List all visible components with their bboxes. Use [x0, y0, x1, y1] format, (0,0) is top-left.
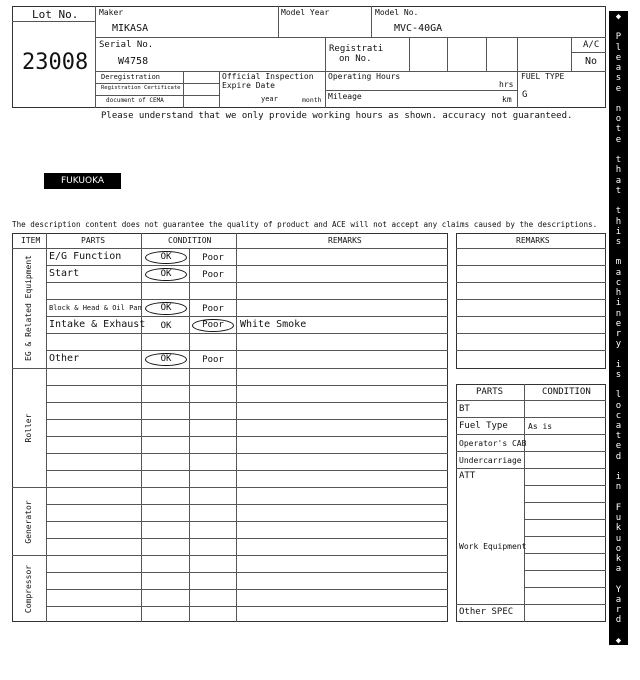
sidebar-char: r	[615, 605, 622, 616]
parts-row-divider	[456, 434, 606, 435]
condition-row-divider	[524, 502, 606, 503]
sidebar-char: m	[615, 257, 622, 268]
month-label: month	[302, 96, 322, 104]
table-row-divider	[46, 606, 448, 607]
lot-number: 23008	[22, 50, 89, 75]
section-generator: Generator	[24, 500, 33, 544]
disclaimer-text: The description content does not guarantee the quality of product and ACE will not accept any claims caused by the descriptions.	[12, 220, 598, 229]
sidebar-char: a	[615, 421, 622, 432]
sidebar-char: h	[615, 165, 622, 176]
item-header: ITEM	[21, 236, 41, 245]
att-label: ATT	[459, 471, 476, 481]
model-no-label: Model No.	[375, 8, 419, 17]
table-row-divider	[46, 419, 448, 420]
sidebar-char: o	[615, 400, 622, 411]
sidebar-char	[609, 350, 628, 359]
sidebar-char	[609, 95, 628, 104]
sidebar-char: t	[615, 206, 622, 217]
sidebar-char: c	[615, 277, 622, 288]
maker-value: MIKASA	[112, 23, 149, 34]
lot-label: Lot No.	[32, 8, 79, 21]
table-row-divider	[46, 453, 448, 454]
table-row-divider	[46, 333, 448, 334]
serial-label: Serial No.	[99, 40, 154, 50]
sidebar-char: P	[615, 32, 622, 43]
sidebar-char: u	[615, 513, 622, 524]
part-intake-exhaust: Intake & Exhaust	[49, 319, 146, 330]
right-remarks-table	[456, 233, 606, 369]
sidebar-char: t	[615, 124, 622, 135]
section-eg: EG & Related Equipment	[24, 255, 33, 361]
sidebar-char: i	[615, 359, 622, 370]
ok-circle-start: OK	[145, 268, 187, 281]
table-row-divider	[46, 521, 448, 522]
condition-header: CONDITION	[168, 236, 212, 245]
sidebar-char: l	[615, 42, 622, 53]
location-badge: FUKUOKA	[44, 173, 121, 189]
table-row-divider	[46, 299, 448, 300]
sidebar-char: a	[615, 267, 622, 278]
poor-other: Poor	[202, 355, 224, 365]
sidebar-char: o	[615, 114, 622, 125]
table-row-divider	[46, 470, 448, 471]
main-table	[12, 233, 448, 622]
table-row-divider	[46, 265, 448, 266]
table-row-divider	[46, 282, 448, 283]
sidebar-char	[609, 197, 628, 206]
sidebar-char: t	[615, 185, 622, 196]
condition-row-divider	[524, 536, 606, 537]
part-start: Start	[49, 268, 80, 279]
fuel-type-label: FUEL TYPE	[521, 72, 565, 81]
sidebar-char: a	[615, 63, 622, 74]
sidebar-char: h	[615, 288, 622, 299]
sidebar-char	[609, 463, 628, 472]
sidebar-char: o	[615, 543, 622, 554]
condition-row-divider	[524, 604, 606, 605]
mileage-label: Mileage	[328, 92, 362, 101]
ac-value: No	[585, 56, 598, 67]
condition-row-divider	[524, 519, 606, 520]
sidebar-char: l	[615, 390, 622, 401]
other-spec-label: Other SPEC	[459, 607, 514, 617]
maker-label: Maker	[99, 8, 124, 17]
sidebar-char: e	[615, 441, 622, 452]
cema-label: document of CEMA	[106, 97, 164, 104]
sidebar-char	[609, 627, 628, 636]
ok-intake-exhaust: OK	[160, 321, 172, 331]
sidebar-char: u	[615, 533, 622, 544]
km-label: km	[502, 95, 512, 104]
parts-row-divider	[456, 604, 524, 605]
parts-row-divider	[456, 417, 606, 418]
condition-header-right: CONDITION	[542, 387, 591, 397]
table-row-divider	[46, 316, 448, 317]
condition-row-divider	[524, 553, 606, 554]
sidebar-char	[609, 248, 628, 257]
model-no-value: MVC-40GA	[394, 23, 443, 34]
sidebar-char: ◆	[615, 12, 622, 22]
condition-row-divider	[524, 570, 606, 571]
table-row-divider	[46, 436, 448, 437]
poor-circle-intake-exhaust: Poor	[192, 319, 234, 332]
sidebar-char: y	[615, 339, 622, 350]
sidebar-char: e	[615, 83, 622, 94]
sidebar-char: n	[615, 308, 622, 319]
remarks-row-divider	[456, 282, 606, 283]
fuel-type-label-right: Fuel Type	[459, 421, 508, 431]
fuel-type-value: G	[522, 90, 528, 100]
sidebar-char: s	[615, 236, 622, 247]
parts-row-divider	[456, 468, 606, 469]
table-row-divider	[46, 402, 448, 403]
inspection-label-1: Official Inspection	[222, 72, 314, 81]
part-eg-function: E/G Function	[49, 251, 122, 262]
location-notice-sidebar	[609, 11, 628, 645]
sidebar-char	[609, 575, 628, 584]
sidebar-char: n	[615, 104, 622, 115]
remarks-header: REMARKS	[328, 236, 362, 245]
work-equipment-label: Work Equipment	[459, 542, 527, 551]
sidebar-char: e	[615, 52, 622, 63]
remark-intake-exhaust: White Smoke	[240, 319, 307, 330]
notice-text: Please understand that we only provide working hours as shown. accuracy not guaranteed.	[101, 111, 573, 121]
sidebar-char	[609, 23, 628, 32]
condition-row-divider	[524, 485, 606, 486]
condition-row-divider	[524, 587, 606, 588]
registration-label-1: Registrati	[329, 44, 384, 54]
serial-value: W4758	[118, 56, 149, 67]
sidebar-char: d	[615, 615, 622, 626]
sidebar-char: t	[615, 155, 622, 166]
sidebar-char: k	[615, 553, 622, 564]
sidebar-char: e	[615, 318, 622, 329]
sidebar-char	[609, 146, 628, 155]
remarks-row-divider	[456, 316, 606, 317]
sidebar-char: h	[615, 216, 622, 227]
remarks-row-divider	[456, 350, 606, 351]
sidebar-char	[609, 494, 628, 503]
sidebar-char: d	[615, 451, 622, 462]
table-row-divider	[46, 589, 448, 590]
remarks-row-divider	[456, 299, 606, 300]
sidebar-char: a	[615, 564, 622, 575]
sidebar-char: Y	[615, 584, 622, 595]
right-remarks-header: REMARKS	[516, 236, 550, 245]
parts-header-right: PARTS	[476, 387, 504, 397]
sidebar-char: r	[615, 329, 622, 339]
ok-circle-other: OK	[145, 353, 187, 366]
bt-label: BT	[459, 404, 470, 414]
sidebar-char: ◆	[615, 635, 622, 646]
sidebar-char: a	[615, 175, 622, 186]
sidebar-char	[609, 381, 628, 390]
registration-cert-label: Registration Certificate	[101, 85, 181, 91]
ac-label: A/C	[583, 40, 600, 50]
ok-circle-block-head: OK	[145, 302, 187, 315]
year-label: year	[261, 95, 278, 103]
poor-eg-function: Poor	[202, 253, 224, 263]
table-row-divider	[46, 538, 448, 539]
model-year-label: Model Year	[281, 8, 330, 17]
ok-circle-eg-function: OK	[145, 251, 187, 264]
operators-cab-label: Operator's CAB	[459, 439, 527, 448]
sidebar-char: s	[615, 73, 622, 84]
parts-row-divider	[456, 451, 606, 452]
registration-label-2: on No.	[339, 54, 372, 64]
part-other: Other	[49, 353, 80, 364]
sidebar-char: s	[615, 369, 622, 380]
section-roller: Roller	[24, 413, 33, 443]
remarks-row-divider	[456, 333, 606, 334]
fuel-type-value-right: As is	[528, 422, 553, 431]
undercarriage-label: Undercarriage	[459, 456, 522, 465]
sidebar-char: i	[615, 226, 622, 237]
sidebar-char: a	[615, 594, 622, 605]
deregistration-label: Deregistration	[101, 73, 161, 81]
poor-block-head: Poor	[202, 304, 224, 314]
table-row-divider	[46, 350, 448, 351]
sidebar-char: e	[615, 134, 622, 145]
table-row-divider	[46, 504, 448, 505]
sidebar-char: n	[615, 482, 622, 493]
section-compressor: Compressor	[24, 564, 33, 614]
poor-start: Poor	[202, 270, 224, 280]
inspection-label-2: Expire Date	[222, 81, 275, 90]
parts-header: PARTS	[81, 236, 106, 245]
hrs-label: hrs	[499, 80, 514, 89]
sidebar-char: k	[615, 523, 622, 534]
table-row-divider	[46, 572, 448, 573]
part-block-head-oil-pan: Block & Head & Oil Pan	[49, 304, 142, 312]
sidebar-char: i	[615, 298, 622, 309]
sidebar-char: t	[615, 431, 622, 442]
sidebar-char: i	[615, 472, 622, 483]
operating-hours-label: Operating Hours	[328, 72, 401, 81]
table-row-divider	[46, 385, 448, 386]
sidebar-char: F	[615, 502, 622, 513]
remarks-row-divider	[456, 265, 606, 266]
sidebar-char: c	[615, 410, 622, 421]
